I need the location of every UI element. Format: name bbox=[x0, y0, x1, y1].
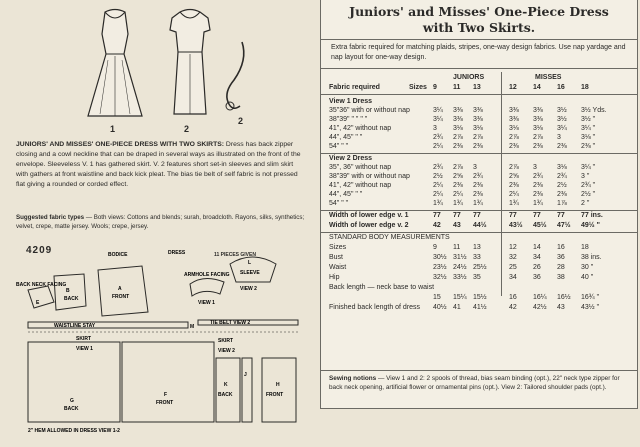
hem-note: 2" HEM ALLOWED IN DRESS VIEW 1-2 bbox=[28, 428, 120, 434]
fabric-title: Suggested fabric types bbox=[16, 214, 85, 221]
measurement-cell: 25½ bbox=[473, 264, 487, 271]
measurement-cell: 40 " bbox=[581, 274, 594, 281]
piece-h-label: H bbox=[276, 382, 280, 388]
juniors-header: JUNIORS bbox=[453, 74, 485, 81]
measurement-cell: 32½ bbox=[433, 274, 447, 281]
view-2-yardage-cell: 1¾ bbox=[433, 200, 443, 207]
measurement-cell: 24½ bbox=[453, 264, 467, 271]
tie-belt-label: TIE BELT VIEW 2 bbox=[210, 320, 251, 326]
measurement-cell: 18 bbox=[581, 244, 589, 251]
view-1-label: View 1 Dress bbox=[329, 98, 373, 105]
measurement-cell: 13 bbox=[473, 244, 481, 251]
view-2-yardage-cell: 1¾ bbox=[509, 200, 519, 207]
size-header: 14 bbox=[533, 84, 541, 91]
view-1-yardage-cell: 3⅛ bbox=[533, 125, 543, 132]
measurement-cell: 35 bbox=[473, 274, 481, 281]
piece-f-label: F bbox=[164, 392, 168, 398]
table-rule bbox=[321, 210, 637, 211]
title-divider bbox=[321, 39, 637, 40]
view-1-yardage-cell: 3¼ bbox=[433, 107, 443, 114]
view-2-yardage-cell: 2⅜ bbox=[473, 182, 483, 189]
dress-view-2-sketch bbox=[160, 4, 220, 122]
measurement-cell: 26 bbox=[533, 264, 541, 271]
figure-1-label: 1 bbox=[110, 124, 116, 134]
view-2-row-label: 44", 45" " " bbox=[329, 191, 363, 198]
view-1-yardage-cell: 2⅜ bbox=[533, 143, 543, 150]
view-2-row-label: 41", 42" without nap bbox=[329, 182, 392, 189]
view-1-yardage-cell: 3⅜ bbox=[533, 116, 543, 123]
view-2-yardage-cell: 2⅜ bbox=[533, 191, 543, 198]
measurement-cell: 30 " bbox=[581, 264, 594, 271]
chart-title-line-1: Juniors' and Misses' One-Piece Dress bbox=[349, 4, 609, 19]
piece-b-name: BACK bbox=[64, 296, 79, 302]
view-1-yardage-cell: 2⅜ bbox=[453, 143, 463, 150]
armhole-facing-label: ARMHOLE FACING bbox=[184, 272, 230, 278]
size-header: 16 bbox=[557, 84, 565, 91]
view-1-row-label: 35"36" with or without nap bbox=[329, 107, 410, 114]
view-1-row-label: 41", 42" without nap bbox=[329, 125, 392, 132]
view-2-yardage-cell: 1⅞ bbox=[557, 200, 567, 207]
suggested-fabrics bbox=[16, 213, 306, 231]
view-2-yardage-cell: 2¼ bbox=[509, 191, 519, 198]
lower-edge-cell: 43 bbox=[453, 222, 461, 229]
view-1-yardage-cell: 3⅜ bbox=[453, 116, 463, 123]
piece-l-label: L bbox=[248, 260, 252, 266]
view-1-yardage-cell: 3½ " bbox=[581, 116, 596, 123]
finished-length-label: Finished back length of dress bbox=[329, 304, 421, 311]
measurement-row-label: Bust bbox=[329, 254, 344, 261]
description-body: Dress has back zipper closing and a cowl neckline that can be draped in several ways as illustrated on the front of the envelope. Sleeveless V. 1 has gathered skirt. V. 2 features short set-in sleeves and slim skirt with gathers at front waistline and back kick pleat. The bias tie belt of self fabric is not pressed flat giving a rounded or corded effect. bbox=[16, 141, 301, 188]
lower-edge-cell: 44½ bbox=[473, 222, 487, 229]
size-header: 9 bbox=[433, 84, 437, 91]
measurement-cell: 33½ bbox=[453, 274, 467, 281]
skirt2-label: SKIRT bbox=[218, 338, 233, 344]
lower-edge-cell: 43½ bbox=[509, 222, 523, 229]
view-2-yardage-cell: 3 bbox=[533, 164, 537, 171]
view-2-yardage-cell: 3 bbox=[473, 164, 477, 171]
view-1-yardage-cell: 3⅛ bbox=[473, 125, 483, 132]
chart-title-line-2: with Two Skirts. bbox=[422, 20, 536, 35]
sleeve-view-label: VIEW 2 bbox=[240, 286, 257, 292]
view-1-yardage-cell: 3⅜ bbox=[473, 107, 483, 114]
view-2-yardage-cell: 2⅜ bbox=[557, 191, 567, 198]
piece-m-label: M bbox=[190, 324, 195, 330]
nap-note: Extra fabric required for matching plaids, stripes, one-way design fabrics. Use nap yardage and nap layout for one-way design. bbox=[331, 44, 626, 61]
figure-2b-label: 2 bbox=[238, 116, 244, 126]
view-1-yardage-cell: 2⅜ bbox=[557, 143, 567, 150]
view-2-yardage-cell: 2 " bbox=[581, 200, 590, 207]
view-1-yardage-cell: 3½ bbox=[557, 107, 567, 114]
view-2-yardage-cell: 2⅜ bbox=[473, 191, 483, 198]
view-1-yardage-cell: 2¾ bbox=[433, 134, 443, 141]
view-2-yardage-cell: 2⅝ bbox=[509, 173, 519, 180]
view-2-label: View 2 Dress bbox=[329, 155, 373, 162]
pattern-description bbox=[16, 140, 306, 190]
piece-k-name: BACK bbox=[218, 392, 233, 398]
view-1-yardage-cell: 2⅜ bbox=[509, 143, 519, 150]
view-1-yardage-cell: 2¼ bbox=[433, 143, 443, 150]
finished-length-cell: 43½ " bbox=[581, 304, 600, 311]
measurement-cell: 38 ins. bbox=[581, 254, 602, 261]
back-length-cell: 16½ bbox=[557, 294, 571, 301]
size-header: 18 bbox=[581, 84, 589, 91]
view-2-yardage-cell: 1¾ bbox=[453, 200, 463, 207]
piece-a-name: FRONT bbox=[112, 294, 130, 300]
measurement-cell: 36 bbox=[557, 254, 565, 261]
measurement-cell: 33 bbox=[473, 254, 481, 261]
view-2-row-label: 54" " " bbox=[329, 200, 349, 207]
view-2-yardage-cell: 1¾ bbox=[473, 200, 483, 207]
lower-edge-label: Width of lower edge v. 1 bbox=[329, 212, 409, 219]
view-1-yardage-cell: 3⅜ bbox=[533, 107, 543, 114]
back-length-cell: 16¼ bbox=[533, 294, 547, 301]
view-2-yardage-cell: 3⅛ bbox=[557, 164, 567, 171]
finished-length-cell: 41½ bbox=[473, 304, 487, 311]
back-length-cell: 15½ bbox=[473, 294, 487, 301]
dress-view-1-sketch bbox=[80, 4, 150, 122]
skirt-view1-label: VIEW 1 bbox=[76, 346, 93, 352]
back-length-cell: 16¾ " bbox=[581, 294, 600, 301]
sleeve-detail-sketch bbox=[218, 40, 254, 120]
sewing-body: — View 1 and 2: 2 spools of thread, bias seam binding (opt.), 22" neck type zipper for back neck opening, artificial flower or ornamental pins (opt.). View 2: Tailored shoulder pads (opt.). bbox=[329, 375, 620, 391]
measurement-cell: 34 bbox=[509, 274, 517, 281]
view-2-yardage-cell: 2¾ " bbox=[581, 182, 596, 189]
lower-edge-cell: 77 bbox=[533, 212, 541, 219]
view-2-yardage-cell: 2⅜ bbox=[533, 182, 543, 189]
lower-edge-cell: 77 bbox=[509, 212, 517, 219]
view-1-yardage-cell: 3 bbox=[557, 134, 561, 141]
table-rule bbox=[321, 94, 637, 95]
measurement-cell: 36 bbox=[533, 274, 541, 281]
view-1-yardage-cell: 3¼ bbox=[557, 125, 567, 132]
view-1-row-label: 44", 45" " " bbox=[329, 134, 363, 141]
view-2-row-label: 38"39" with or without nap bbox=[329, 173, 410, 180]
piece-a-label: A bbox=[118, 286, 122, 292]
view-1-yardage-cell: 2⅜ bbox=[473, 143, 483, 150]
finished-length-cell: 42 bbox=[509, 304, 517, 311]
measurement-cell: 30½ bbox=[433, 254, 447, 261]
yardage-table bbox=[321, 70, 637, 370]
view-2-yardage-cell: 2⅜ bbox=[453, 182, 463, 189]
view-2-yardage-cell: 2⅞ bbox=[453, 164, 463, 171]
figure-2-label: 2 bbox=[184, 124, 190, 134]
piece-j-label: J bbox=[244, 372, 247, 378]
view-2-yardage-cell: 2¾ bbox=[473, 173, 483, 180]
view-1-yardage-cell: 3⅜ bbox=[509, 116, 519, 123]
view-2-yardage-cell: 2¾ bbox=[533, 173, 543, 180]
view-1-yardage-cell: 2⅞ bbox=[473, 134, 483, 141]
lower-edge-cell: 45½ bbox=[533, 222, 547, 229]
view-1-yardage-cell: 3½ bbox=[557, 116, 567, 123]
chart-title bbox=[321, 4, 637, 36]
fabric-required-label: Fabric required bbox=[329, 84, 380, 91]
measurement-cell: 14 bbox=[533, 244, 541, 251]
dress-label: DRESS bbox=[168, 250, 186, 256]
measurement-cell: 11 bbox=[453, 244, 461, 251]
lower-edge-cell: 49½ " bbox=[581, 222, 600, 229]
view-2-yardage-cell: 2¾ bbox=[433, 164, 443, 171]
view-1-yardage-cell: 3⅛ bbox=[453, 125, 463, 132]
measurement-cell: 38 bbox=[557, 274, 565, 281]
back-length-label: Back length — neck base to waist bbox=[329, 284, 435, 291]
view-1-row-label: 38"39" " " " " bbox=[329, 116, 368, 123]
view-1-yardage-cell: 3⅛ " bbox=[581, 134, 596, 141]
view-1-yardage-cell: 3¼ " bbox=[581, 125, 596, 132]
measurement-cell: 31½ bbox=[453, 254, 467, 261]
lower-edge-label: Width of lower edge v. 2 bbox=[329, 222, 409, 229]
view-2-yardage-cell: 2½ bbox=[433, 173, 443, 180]
bodice-label: BODICE bbox=[108, 252, 128, 258]
table-column-rule bbox=[501, 72, 502, 296]
skirt-label: SKIRT bbox=[76, 336, 91, 342]
measurement-row-label: Sizes bbox=[329, 244, 347, 251]
view-2-yardage-cell: 3 " bbox=[581, 173, 590, 180]
armhole-view-label: VIEW 1 bbox=[198, 300, 215, 306]
view-1-yardage-cell: 2⅞ bbox=[453, 134, 463, 141]
size-header: 12 bbox=[509, 84, 517, 91]
measurement-row-label: Hip bbox=[329, 274, 340, 281]
lower-edge-cell: 42 bbox=[433, 222, 441, 229]
back-length-cell: 15 bbox=[433, 294, 441, 301]
view-2-yardage-cell: 2¼ bbox=[433, 191, 443, 198]
view-1-yardage-cell: 3¼ bbox=[433, 116, 443, 123]
finished-length-cell: 43 bbox=[557, 304, 565, 311]
view-1-yardage-cell: 3½ Yds. bbox=[581, 107, 607, 114]
piece-g-name: BACK bbox=[64, 406, 79, 412]
finished-length-cell: 40½ bbox=[433, 304, 447, 311]
back-length-cell: 15¼ bbox=[453, 294, 467, 301]
view-1-yardage-cell: 3⅜ bbox=[473, 116, 483, 123]
view-1-yardage-cell: 2⅞ bbox=[509, 134, 519, 141]
sewing-divider bbox=[321, 370, 637, 371]
finished-length-cell: 42½ bbox=[533, 304, 547, 311]
view-1-yardage-cell: 3⅜ bbox=[453, 107, 463, 114]
measurement-cell: 25 bbox=[509, 264, 517, 271]
yardage-chart-panel bbox=[320, 0, 638, 409]
measurement-cell: 23½ bbox=[433, 264, 447, 271]
measurement-row-label: Waist bbox=[329, 264, 347, 271]
lower-edge-cell: 77 bbox=[473, 212, 481, 219]
sewing-title: Sewing notions bbox=[329, 375, 377, 382]
pieces-given: 11 PIECES GIVEN bbox=[214, 252, 256, 258]
sewing-notions bbox=[329, 374, 631, 392]
pattern-number: 4209 bbox=[26, 245, 53, 256]
size-header: 13 bbox=[473, 84, 481, 91]
view-2-yardage-cell: 3¼ " bbox=[581, 164, 596, 171]
view-2-yardage-cell: 2¼ bbox=[453, 191, 463, 198]
piece-g-label: G bbox=[70, 398, 74, 404]
sizes-label: Sizes bbox=[409, 84, 427, 91]
view-2-row-label: 35", 36" without nap bbox=[329, 164, 392, 171]
sleeve-label: SLEEVE bbox=[240, 270, 260, 276]
skirt-view2-label: VIEW 2 bbox=[218, 348, 235, 354]
back-neck-facing-label: BACK NECK FACING bbox=[16, 282, 67, 288]
view-1-yardage-cell: 3 bbox=[433, 125, 437, 132]
view-1-yardage-cell: 3⅛ bbox=[509, 125, 519, 132]
lower-edge-cell: 47½ bbox=[557, 222, 571, 229]
view-2-yardage-cell: 2⅞ bbox=[509, 164, 519, 171]
measurement-cell: 28 bbox=[557, 264, 565, 271]
view-2-yardage-cell: 2¼ bbox=[433, 182, 443, 189]
finished-length-cell: 41 bbox=[453, 304, 461, 311]
lower-edge-cell: 77 ins. bbox=[581, 212, 603, 219]
view-2-yardage-cell: 1¾ bbox=[533, 200, 543, 207]
left-panel bbox=[0, 0, 318, 447]
piece-h-name: FRONT bbox=[266, 392, 284, 398]
measurement-cell: 16 bbox=[557, 244, 565, 251]
description-title: JUNIORS' AND MISSES' ONE-PIECE DRESS WITH TWO SKIRTS: bbox=[16, 141, 225, 148]
lower-edge-cell: 77 bbox=[557, 212, 565, 219]
fabric-body: — Both views: Cottons and blends; surah, broadcloth. Rayons, silks, synthetics; velvet, crepe, matte jersey. Wools; crepe, jersey. bbox=[16, 214, 305, 230]
view-2-yardage-cell: 2⅜ bbox=[509, 182, 519, 189]
lower-edge-cell: 77 bbox=[453, 212, 461, 219]
piece-f-name: FRONT bbox=[156, 400, 174, 406]
view-1-yardage-cell: 3⅜ bbox=[509, 107, 519, 114]
misses-header: MISSES bbox=[535, 74, 562, 81]
view-2-yardage-cell: 2½ " bbox=[581, 191, 596, 198]
view-1-row-label: 54" " " bbox=[329, 143, 349, 150]
table-rule bbox=[321, 232, 637, 233]
view-2-yardage-cell: 2¾ bbox=[557, 173, 567, 180]
piece-k-label: K bbox=[224, 382, 228, 388]
lower-edge-cell: 77 bbox=[433, 212, 441, 219]
table-rule bbox=[321, 153, 637, 154]
measurement-cell: 32 bbox=[509, 254, 517, 261]
standard-measurements-title: STANDARD BODY MEASUREMENTS bbox=[329, 234, 450, 241]
view-1-yardage-cell: 2⅜ " bbox=[581, 143, 596, 150]
piece-e-label: E bbox=[36, 300, 40, 306]
measurement-cell: 9 bbox=[433, 244, 437, 251]
measurement-cell: 34 bbox=[533, 254, 541, 261]
note-divider bbox=[321, 68, 637, 69]
back-length-cell: 16 bbox=[509, 294, 517, 301]
view-2-yardage-cell: 2⅝ bbox=[453, 173, 463, 180]
piece-b-label: B bbox=[66, 288, 70, 294]
measurement-cell: 12 bbox=[509, 244, 517, 251]
view-1-yardage-cell: 2⅞ bbox=[533, 134, 543, 141]
view-2-yardage-cell: 2½ bbox=[557, 182, 567, 189]
waistline-stay-label: WAISTLINE STAY bbox=[54, 323, 96, 329]
pattern-pieces-layout bbox=[14, 246, 306, 436]
size-header: 11 bbox=[453, 84, 461, 91]
